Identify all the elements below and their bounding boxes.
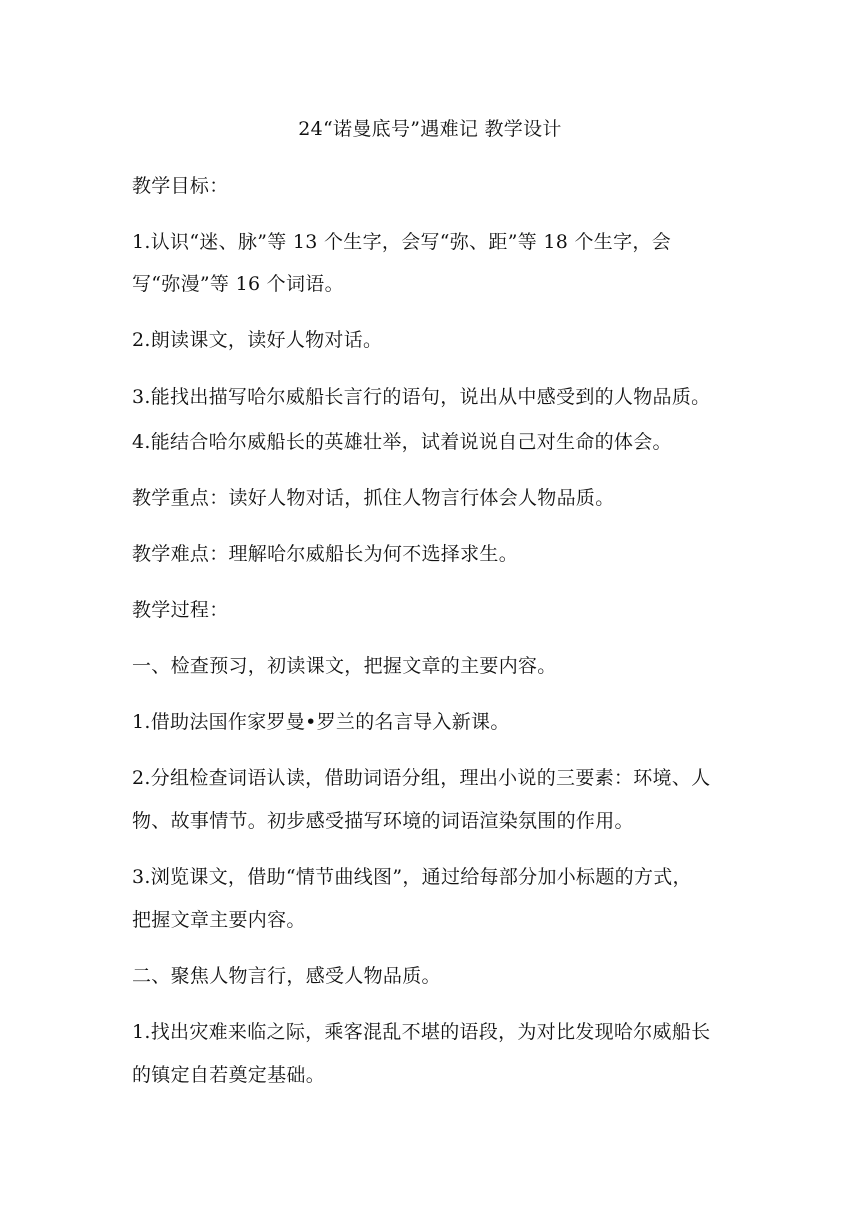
section-heading: 二、聚焦人物言行，感受人物品质。 xyxy=(132,965,441,987)
heading-difficulties: 教学难点：理解哈尔威船长为何不选择求生。 xyxy=(132,543,519,565)
paragraph-line: 把握文章主要内容。 xyxy=(132,909,306,931)
heading-teaching-process: 教学过程： xyxy=(132,599,229,621)
paragraph-line: 2.分组检查词语认读，借助词语分组，理出小说的三要素：环境、人 xyxy=(132,767,711,789)
document-title: 24“诺曼底号”遇难记 教学设计 xyxy=(298,118,562,140)
section-heading: 一、检查预习，初读课文，把握文章的主要内容。 xyxy=(132,655,557,677)
paragraph-line: 3.浏览课文，借助“情节曲线图”，通过给每部分加小标题的方式， xyxy=(132,866,692,888)
paragraph-line: 2.朗读课文，读好人物对话。 xyxy=(132,329,383,351)
paragraph-line: 写“弥漫”等 16 个词语。 xyxy=(132,273,344,295)
paragraph-line: 1.借助法国作家罗曼•罗兰的名言导入新课。 xyxy=(132,711,510,733)
paragraph-line: 3.能找出描写哈尔威船长言行的语句，说出从中感受到的人物品质。 xyxy=(132,386,711,408)
paragraph-line: 物、故事情节。初步感受描写环境的词语渲染氛围的作用。 xyxy=(132,810,634,832)
paragraph-line: 1.认识“迷、脉”等 13 个生字，会写“弥、距”等 18 个生字，会 xyxy=(132,231,671,253)
heading-key-points: 教学重点：读好人物对话，抓住人物言行体会人物品质。 xyxy=(132,487,615,509)
paragraph-line: 的镇定自若奠定基础。 xyxy=(132,1064,326,1086)
paragraph-line: 1.找出灾难来临之际，乘客混乱不堪的语段，为对比发现哈尔威船长 xyxy=(132,1021,711,1043)
paragraph-line: 4.能结合哈尔威船长的英雄壮举，试着说说自己对生命的体会。 xyxy=(132,431,672,453)
heading-teaching-goals: 教学目标： xyxy=(132,175,229,197)
